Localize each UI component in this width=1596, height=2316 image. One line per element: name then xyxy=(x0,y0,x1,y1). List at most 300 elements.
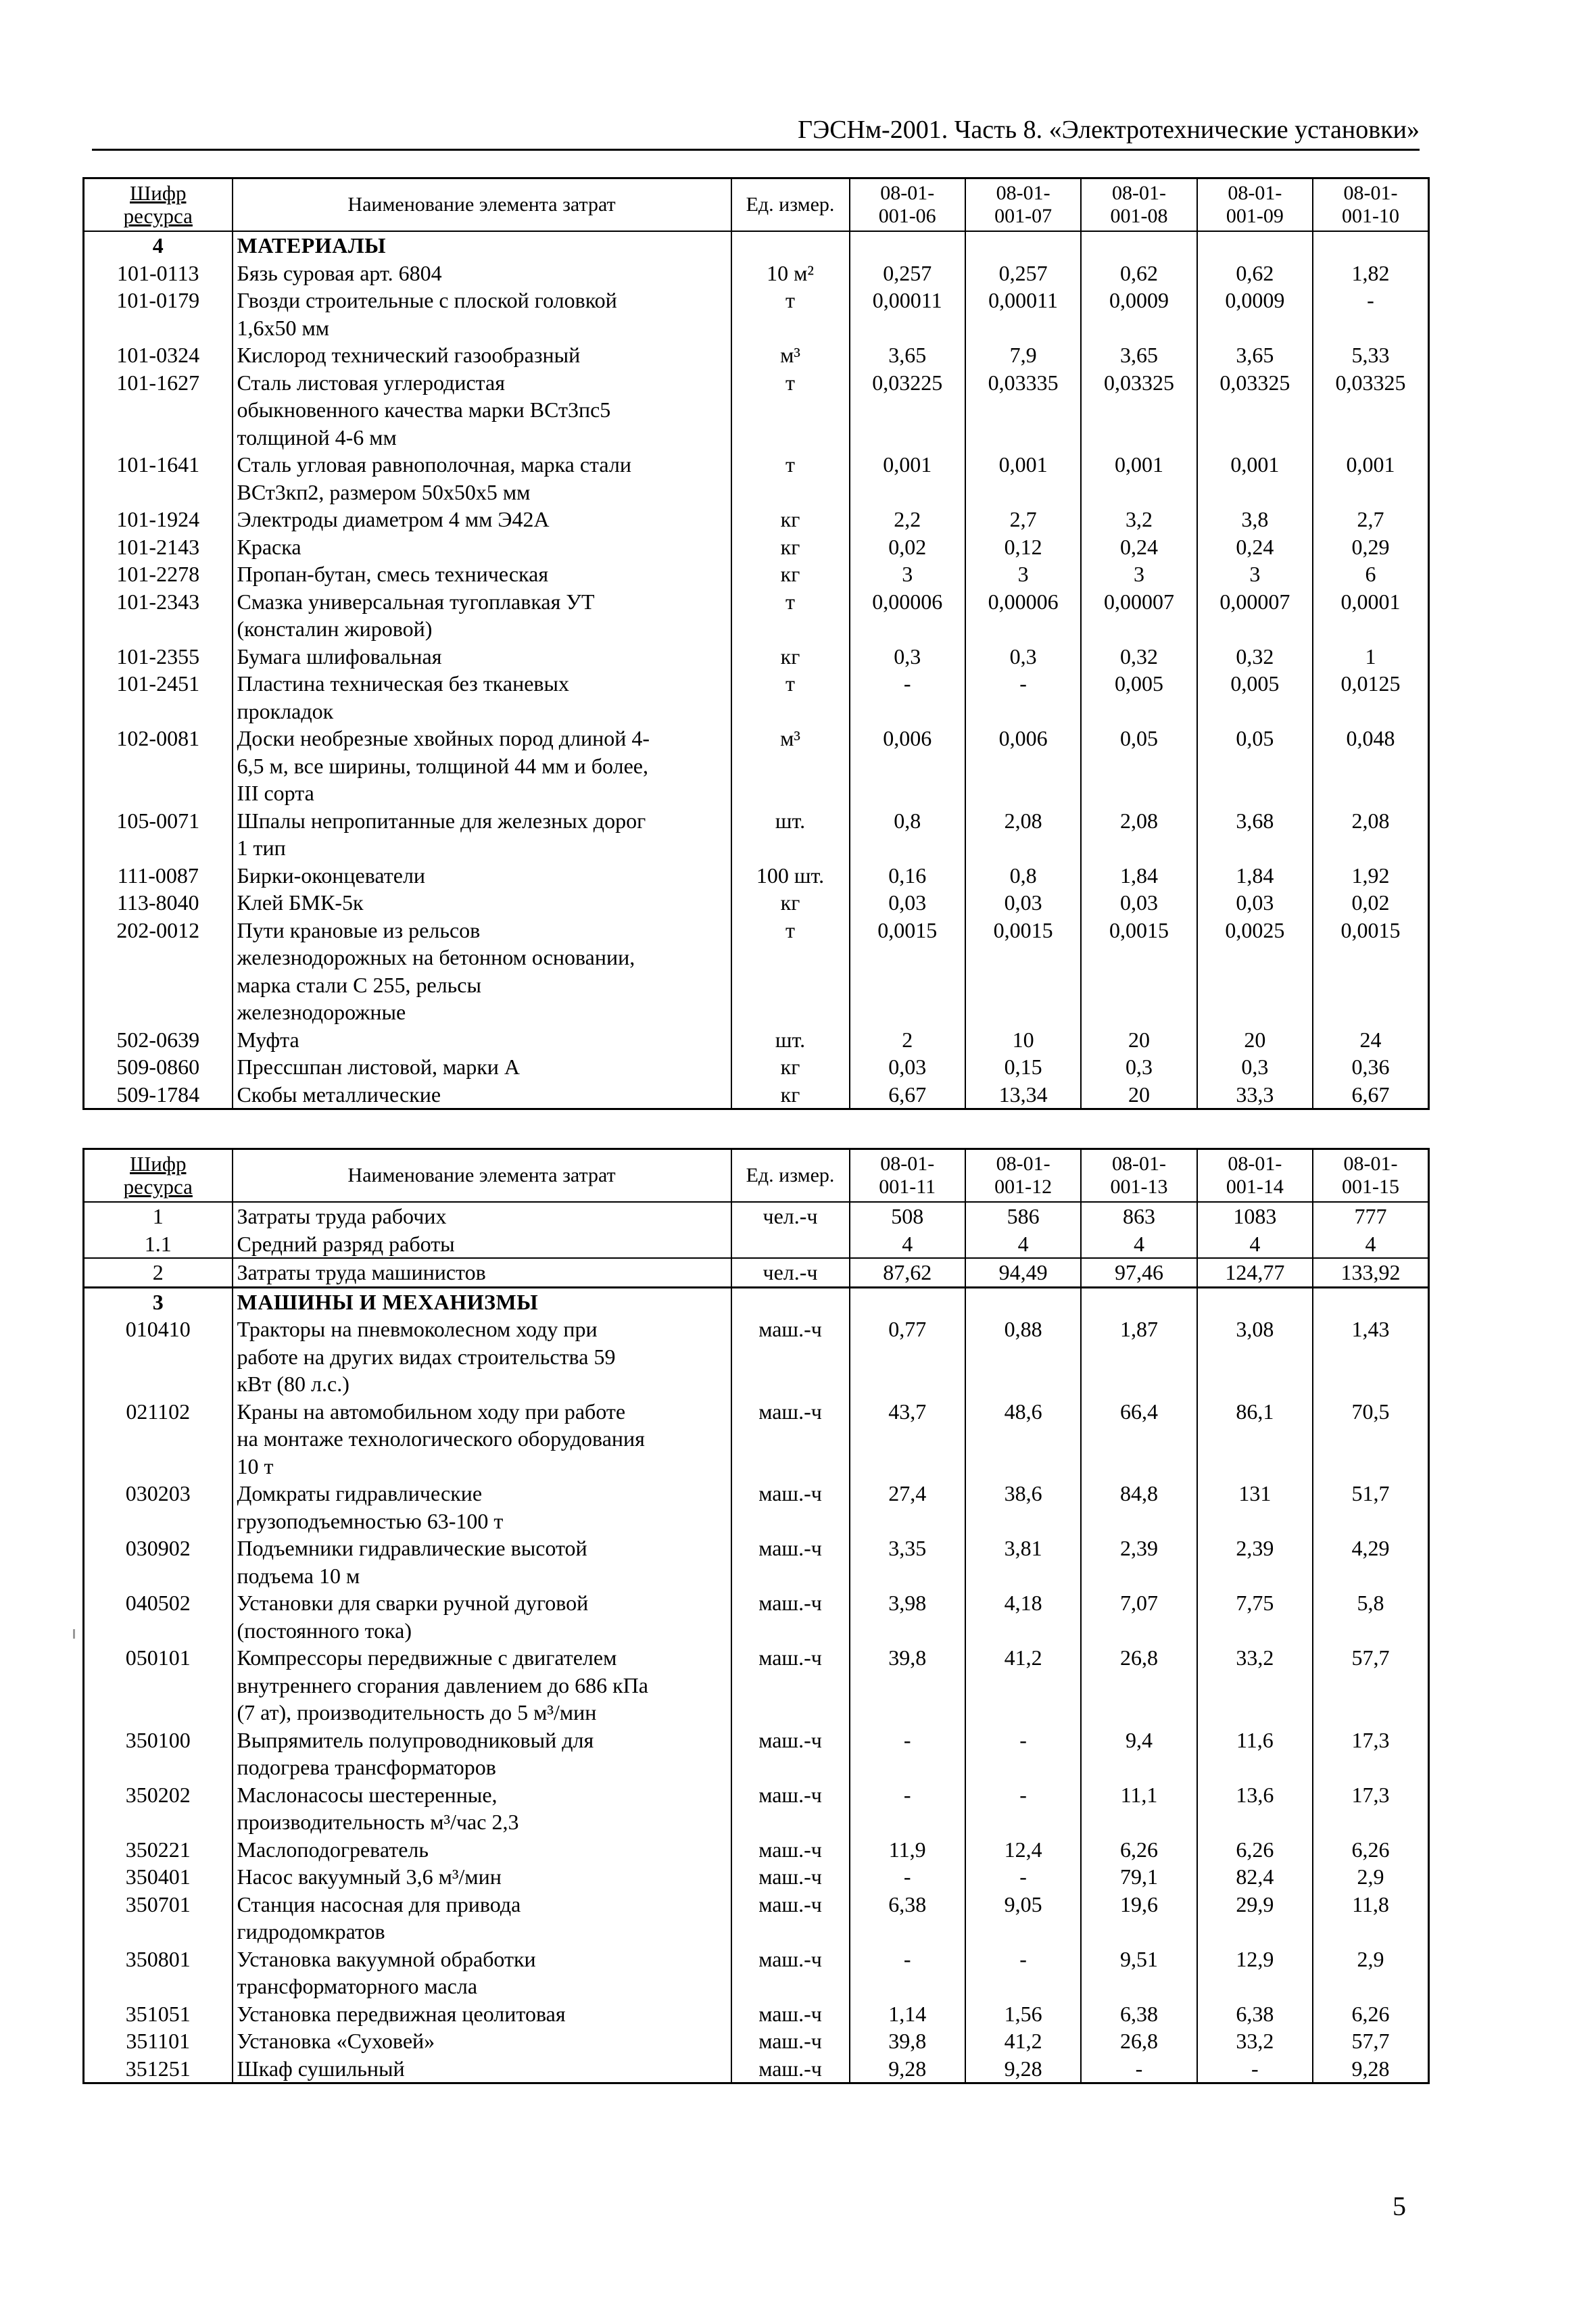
empty-cell xyxy=(731,1287,850,1316)
value-cell: 70,5 xyxy=(1313,1398,1428,1480)
value-cell: - xyxy=(850,1781,965,1836)
resource-code: 1 xyxy=(84,1202,233,1230)
unit-cell: т xyxy=(731,287,850,341)
value-cell: 0,005 xyxy=(1081,670,1196,725)
resource-name-line: Подъемники гидравлические высотой xyxy=(237,1536,587,1560)
unit-cell: м³ xyxy=(731,725,850,807)
resource-code: 105-0071 xyxy=(84,807,233,862)
value-cell: 57,7 xyxy=(1313,2027,1428,2055)
empty-cell xyxy=(731,231,850,260)
resource-code: 350202 xyxy=(84,1781,233,1836)
header-norm-line: 001-08 xyxy=(1110,205,1168,227)
header-norm-line: 001-10 xyxy=(1342,205,1399,227)
value-cell: 1,87 xyxy=(1081,1316,1196,1398)
unit-cell: маш.-ч xyxy=(731,1535,850,1589)
unit-cell: маш.-ч xyxy=(731,1644,850,1727)
value-cell: 79,1 xyxy=(1081,1863,1196,1891)
empty-cell xyxy=(965,231,1081,260)
header-norm-line: 001-11 xyxy=(879,1176,936,1198)
unit-cell: кг xyxy=(731,643,850,671)
value-cell: 3,08 xyxy=(1197,1316,1313,1398)
value-cell: 84,8 xyxy=(1081,1480,1196,1535)
unit-cell: маш.-ч xyxy=(731,1863,850,1891)
value-cell: 0,0015 xyxy=(965,917,1081,1026)
value-cell: 0,257 xyxy=(850,260,965,287)
value-cell: 1,92 xyxy=(1313,862,1428,890)
unit-cell: чел.-ч xyxy=(731,1258,850,1287)
value-cell: 51,7 xyxy=(1313,1480,1428,1535)
value-cell: - xyxy=(850,670,965,725)
resource-name-line: (7 ат), производительность до 5 м³/мин xyxy=(237,1700,597,1724)
unit-cell: т xyxy=(731,917,850,1026)
value-cell: 17,3 xyxy=(1313,1781,1428,1836)
value-cell: 0,03 xyxy=(965,889,1081,917)
resource-name-line: Установка «Суховей» xyxy=(237,2029,435,2053)
resource-name-line: марка стали С 255, рельсы xyxy=(237,972,481,997)
header-norm-line: 001-09 xyxy=(1226,205,1284,227)
empty-cell xyxy=(850,231,965,260)
value-cell: 12,9 xyxy=(1197,1946,1313,2000)
resource-name xyxy=(233,1398,731,1480)
header-norm-code xyxy=(1313,1149,1428,1203)
value-cell: 3,68 xyxy=(1197,807,1313,862)
value-cell: 11,8 xyxy=(1313,1891,1428,1946)
value-cell: 6,26 xyxy=(1313,2000,1428,2028)
resource-code: 101-1627 xyxy=(84,369,233,452)
table-row xyxy=(84,862,1429,890)
table-row xyxy=(84,1727,1429,1781)
value-cell: 0,3 xyxy=(850,643,965,671)
unit-cell: кг xyxy=(731,1053,850,1081)
header-norm-line: 08-01- xyxy=(880,182,935,204)
value-cell: 1,84 xyxy=(1197,862,1313,890)
resource-name-line: толщиной 4-6 мм xyxy=(237,425,397,450)
header-row xyxy=(84,1149,1429,1203)
header-norm-code xyxy=(850,1149,965,1203)
header-name: Наименование элемента затрат xyxy=(233,178,731,232)
table-row xyxy=(84,451,1429,506)
resource-name xyxy=(233,1535,731,1589)
value-cell: 24 xyxy=(1313,1026,1428,1054)
value-cell: 2,7 xyxy=(965,506,1081,533)
value-cell: 86,1 xyxy=(1197,1398,1313,1480)
header-norm-code xyxy=(1313,178,1428,232)
table-row xyxy=(84,1258,1429,1287)
value-cell: 1,84 xyxy=(1081,862,1196,890)
value-cell: 0,05 xyxy=(1081,725,1196,807)
resource-name-line: Доски необрезные хвойных пород длиной 4- xyxy=(237,726,650,750)
unit-cell: маш.-ч xyxy=(731,1836,850,1864)
value-cell: 0,62 xyxy=(1197,260,1313,287)
header-code-line: ресурса xyxy=(123,1175,193,1199)
value-cell: 4,18 xyxy=(965,1589,1081,1644)
resource-name-line: ВСт3кп2, размером 50х50х5 мм xyxy=(237,479,531,504)
header-code xyxy=(84,1149,233,1203)
resource-name-line: кВт (80 л.с.) xyxy=(237,1372,349,1396)
value-cell: 0,00007 xyxy=(1197,588,1313,643)
resource-name-line: Установка вакуумной обработки xyxy=(237,1946,536,1971)
empty-cell xyxy=(1313,231,1428,260)
resource-name-line: подогрева трансформаторов xyxy=(237,1755,496,1779)
resource-name-line: обыкновенного качества марки ВСт3пс5 xyxy=(237,397,611,422)
resource-name-line: Станция насосная для привода xyxy=(237,1891,521,1916)
value-cell: 29,9 xyxy=(1197,1891,1313,1946)
table-row xyxy=(84,2027,1429,2055)
resource-name-line: внутреннего сгорания давлением до 686 кПа xyxy=(237,1672,648,1697)
value-cell: 2,08 xyxy=(965,807,1081,862)
value-cell: 0,0015 xyxy=(850,917,965,1026)
resource-name-line: Прессшпан листовой, марки А xyxy=(237,1055,520,1079)
unit-cell: т xyxy=(731,670,850,725)
value-cell: 133,92 xyxy=(1313,1258,1428,1287)
resource-name xyxy=(233,560,731,588)
machines-table-body xyxy=(84,1202,1429,2083)
value-cell: 0,3 xyxy=(1197,1053,1313,1081)
table-row xyxy=(84,1230,1429,1259)
header-norm-line: 08-01- xyxy=(996,182,1050,204)
resource-name-line: Маслоподогреватель xyxy=(237,1837,429,1862)
value-cell: 3,35 xyxy=(850,1535,965,1589)
unit-cell: маш.-ч xyxy=(731,1398,850,1480)
unit-cell: кг xyxy=(731,533,850,561)
resource-code: 021102 xyxy=(84,1398,233,1480)
value-cell: 4,29 xyxy=(1313,1535,1428,1589)
resource-name-line: Кислород технический газообразный xyxy=(237,343,581,367)
value-cell: 6,67 xyxy=(1313,1081,1428,1109)
value-cell: 4 xyxy=(850,1230,965,1259)
header-norm-line: 08-01- xyxy=(1343,182,1398,204)
value-cell: 7,07 xyxy=(1081,1589,1196,1644)
table-row xyxy=(84,807,1429,862)
header-code-line: Шифр xyxy=(130,181,187,205)
document-header: ГЭСНм-2001. Часть 8. «Электротехнические установки» xyxy=(92,114,1420,151)
table-row xyxy=(84,1480,1429,1535)
value-cell: 0,05 xyxy=(1197,725,1313,807)
resource-name xyxy=(233,917,731,1026)
value-cell: 0,16 xyxy=(850,862,965,890)
value-cell: 26,8 xyxy=(1081,2027,1196,2055)
value-cell: 11,9 xyxy=(850,1836,965,1864)
value-cell: 0,0001 xyxy=(1313,588,1428,643)
unit-cell: кг xyxy=(731,506,850,533)
value-cell: 0,0025 xyxy=(1197,917,1313,1026)
resource-code: 050101 xyxy=(84,1644,233,1727)
value-cell: 3,81 xyxy=(965,1535,1081,1589)
value-cell: 0,0125 xyxy=(1313,670,1428,725)
resource-name xyxy=(233,1863,731,1891)
resource-name-line: Пути крановые из рельсов xyxy=(237,917,481,942)
header-norm-code xyxy=(1197,178,1313,232)
value-cell: 57,7 xyxy=(1313,1644,1428,1727)
value-cell: 9,05 xyxy=(965,1891,1081,1946)
value-cell: 0,29 xyxy=(1313,533,1428,561)
table-row xyxy=(84,1535,1429,1589)
unit-cell: маш.-ч xyxy=(731,1891,850,1946)
unit-cell: шт. xyxy=(731,1026,850,1054)
value-cell: 124,77 xyxy=(1197,1258,1313,1287)
header-norm-line: 08-01- xyxy=(1228,182,1282,204)
value-cell: 1,82 xyxy=(1313,260,1428,287)
resource-code: 351251 xyxy=(84,2055,233,2083)
table-row xyxy=(84,1053,1429,1081)
unit-cell: т xyxy=(731,588,850,643)
header-norm-code xyxy=(1197,1149,1313,1203)
resource-name xyxy=(233,1644,731,1727)
resource-name-line: гидродомкратов xyxy=(237,1919,385,1944)
value-cell: 2,08 xyxy=(1313,807,1428,862)
value-cell: 33,2 xyxy=(1197,1644,1313,1727)
value-cell: 3 xyxy=(965,560,1081,588)
value-cell: - xyxy=(850,1946,965,2000)
empty-cell xyxy=(1197,1287,1313,1316)
table-row xyxy=(84,725,1429,807)
table-row xyxy=(84,1863,1429,1891)
resource-name-line: Насос вакуумный 3,6 м³/мин xyxy=(237,1864,502,1889)
unit-cell: м³ xyxy=(731,341,850,369)
table-row xyxy=(84,560,1429,588)
value-cell: 0,005 xyxy=(1197,670,1313,725)
resource-name xyxy=(233,1891,731,1946)
table-row xyxy=(84,341,1429,369)
resource-code: 509-1784 xyxy=(84,1081,233,1109)
value-cell: 0,00011 xyxy=(850,287,965,341)
header-code xyxy=(84,178,233,232)
resource-name xyxy=(233,287,731,341)
table-row xyxy=(84,1316,1429,1398)
value-cell: 777 xyxy=(1313,1202,1428,1230)
header-norm-line: 08-01- xyxy=(1111,182,1166,204)
table-row xyxy=(84,1026,1429,1054)
table-row xyxy=(84,1644,1429,1727)
value-cell: 1083 xyxy=(1197,1202,1313,1230)
value-cell: 3,8 xyxy=(1197,506,1313,533)
value-cell: - xyxy=(1197,2055,1313,2083)
value-cell: 0,001 xyxy=(965,451,1081,506)
value-cell: 1,43 xyxy=(1313,1316,1428,1398)
resource-name-line: Бязь суровая арт. 6804 xyxy=(237,260,442,285)
table-row xyxy=(84,287,1429,341)
resource-code: 102-0081 xyxy=(84,725,233,807)
header-norm-line: 001-13 xyxy=(1110,1176,1168,1198)
value-cell: - xyxy=(850,1727,965,1781)
unit-cell: т xyxy=(731,451,850,506)
resource-name-line: Сталь листовая углеродистая xyxy=(237,370,505,395)
resource-name xyxy=(233,369,731,452)
header-norm-line: 08-01- xyxy=(880,1153,935,1175)
table-row xyxy=(84,2055,1429,2083)
unit-cell: чел.-ч xyxy=(731,1202,850,1230)
value-cell: 1,56 xyxy=(965,2000,1081,2028)
section-code: 4 xyxy=(84,231,233,260)
table-row xyxy=(84,889,1429,917)
unit-cell: шт. xyxy=(731,807,850,862)
table-row xyxy=(84,1589,1429,1644)
header-name: Наименование элемента затрат xyxy=(233,1149,731,1203)
section-title: МАШИНЫ И МЕХАНИЗМЫ xyxy=(233,1287,731,1316)
resource-name xyxy=(233,1781,731,1836)
resource-code: 101-2343 xyxy=(84,588,233,643)
resource-name xyxy=(233,1081,731,1109)
resource-name-line: Установки для сварки ручной дуговой xyxy=(237,1591,589,1615)
resource-name: Затраты труда машинистов xyxy=(233,1258,731,1287)
unit-cell: 100 шт. xyxy=(731,862,850,890)
value-cell: 6,26 xyxy=(1313,1836,1428,1864)
table-row xyxy=(84,1781,1429,1836)
value-cell: 0,15 xyxy=(965,1053,1081,1081)
value-cell: 0,62 xyxy=(1081,260,1196,287)
empty-cell xyxy=(850,1287,965,1316)
value-cell: 9,4 xyxy=(1081,1727,1196,1781)
value-cell: 2,9 xyxy=(1313,1946,1428,2000)
machines-table xyxy=(82,1148,1430,2084)
value-cell: 17,3 xyxy=(1313,1727,1428,1781)
value-cell: 4 xyxy=(1197,1230,1313,1259)
table-row xyxy=(84,533,1429,561)
header-norm-code xyxy=(850,178,965,232)
resource-name-line: грузоподъемностью 63-100 т xyxy=(237,1508,504,1533)
resource-name xyxy=(233,260,731,287)
value-cell: 2,7 xyxy=(1313,506,1428,533)
value-cell: 0,001 xyxy=(1197,451,1313,506)
value-cell: 26,8 xyxy=(1081,1644,1196,1727)
value-cell: - xyxy=(965,1781,1081,1836)
table-row xyxy=(84,506,1429,533)
resource-code: 040502 xyxy=(84,1589,233,1644)
resource-name-line: Муфта xyxy=(237,1027,299,1052)
value-cell: - xyxy=(1313,287,1428,341)
resource-name-line: Пропан-бутан, смесь техническая xyxy=(237,562,549,586)
resource-name xyxy=(233,1026,731,1054)
resource-code: 030902 xyxy=(84,1535,233,1589)
header-norm-line: 001-15 xyxy=(1342,1176,1399,1198)
unit-cell: маш.-ч xyxy=(731,1480,850,1535)
value-cell: 0,00007 xyxy=(1081,588,1196,643)
value-cell: 0,03 xyxy=(850,889,965,917)
value-cell: 66,4 xyxy=(1081,1398,1196,1480)
value-cell: 0,03325 xyxy=(1081,369,1196,452)
value-cell: 0,006 xyxy=(965,725,1081,807)
table-row xyxy=(84,2000,1429,2028)
resource-name-line: Компрессоры передвижные с двигателем xyxy=(237,1645,617,1670)
unit-cell: маш.-ч xyxy=(731,2055,850,2083)
resource-name-line: III сорта xyxy=(237,781,314,805)
resource-name-line: трансформаторного масла xyxy=(237,1974,478,1998)
resource-name-line: Шкаф сушильный xyxy=(237,2056,405,2081)
value-cell: 6 xyxy=(1313,560,1428,588)
value-cell: 3,65 xyxy=(850,341,965,369)
unit-cell: кг xyxy=(731,1081,850,1109)
value-cell: 9,28 xyxy=(965,2055,1081,2083)
unit-cell: маш.-ч xyxy=(731,1781,850,1836)
resource-name xyxy=(233,643,731,671)
resource-name-line: Клей БМК-5к xyxy=(237,890,364,915)
resource-name-line: Бумага шлифовальная xyxy=(237,644,442,669)
header-norm-line: 08-01- xyxy=(1228,1153,1282,1175)
value-cell: 9,28 xyxy=(850,2055,965,2083)
value-cell: 3 xyxy=(850,560,965,588)
value-cell: 9,51 xyxy=(1081,1946,1196,2000)
resource-code: 351101 xyxy=(84,2027,233,2055)
value-cell: 7,75 xyxy=(1197,1589,1313,1644)
empty-cell xyxy=(1081,1287,1196,1316)
value-cell: 1 xyxy=(1313,643,1428,671)
value-cell: 0,257 xyxy=(965,260,1081,287)
value-cell: 586 xyxy=(965,1202,1081,1230)
value-cell: 11,1 xyxy=(1081,1781,1196,1836)
resource-name xyxy=(233,1589,731,1644)
header-unit: Ед. измер. xyxy=(731,1149,850,1203)
value-cell: 3,98 xyxy=(850,1589,965,1644)
value-cell: 20 xyxy=(1081,1026,1196,1054)
materials-table-body xyxy=(84,231,1429,1109)
resource-name-line: Гвозди строительные с плоской головкой xyxy=(237,288,617,312)
resource-name-line: Маслонасосы шестеренные, xyxy=(237,1782,498,1807)
resource-name xyxy=(233,1053,731,1081)
resource-name xyxy=(233,670,731,725)
value-cell: 41,2 xyxy=(965,1644,1081,1727)
resource-name xyxy=(233,533,731,561)
resource-code: 350801 xyxy=(84,1946,233,2000)
value-cell: 6,38 xyxy=(1081,2000,1196,2028)
resource-name xyxy=(233,889,731,917)
unit-cell: маш.-ч xyxy=(731,2027,850,2055)
value-cell: 863 xyxy=(1081,1202,1196,1230)
resource-name-line: железнодорожных на бетонном основании, xyxy=(237,945,635,969)
value-cell: 0,00006 xyxy=(850,588,965,643)
resource-code: 101-1641 xyxy=(84,451,233,506)
value-cell: 39,8 xyxy=(850,1644,965,1727)
resource-code: 350701 xyxy=(84,1891,233,1946)
resource-name xyxy=(233,1480,731,1535)
materials-table-header xyxy=(84,178,1429,232)
value-cell: 0,0015 xyxy=(1313,917,1428,1026)
resource-name-line: 6,5 м, все ширины, толщиной 44 мм и более, xyxy=(237,753,648,778)
table-row xyxy=(84,643,1429,671)
value-cell: 0,001 xyxy=(850,451,965,506)
value-cell: 97,46 xyxy=(1081,1258,1196,1287)
value-cell: 0,001 xyxy=(1313,451,1428,506)
unit-cell: маш.-ч xyxy=(731,1589,850,1644)
resource-name xyxy=(233,451,731,506)
resource-name-line: Электроды диаметром 4 мм Э42А xyxy=(237,507,550,531)
value-cell: 38,6 xyxy=(965,1480,1081,1535)
unit-cell: 10 м² xyxy=(731,260,850,287)
resource-name-line: Пластина техническая без тканевых xyxy=(237,671,569,696)
resource-name-line: 10 т xyxy=(237,1453,274,1478)
resource-name-line: (постоянного тока) xyxy=(237,1618,412,1643)
unit-cell: маш.-ч xyxy=(731,2000,850,2028)
value-cell: 39,8 xyxy=(850,2027,965,2055)
value-cell: 33,2 xyxy=(1197,2027,1313,2055)
value-cell: - xyxy=(850,1863,965,1891)
header-norm-code xyxy=(1081,1149,1196,1203)
value-cell: 43,7 xyxy=(850,1398,965,1480)
value-cell: 2,39 xyxy=(1081,1535,1196,1589)
value-cell: 94,49 xyxy=(965,1258,1081,1287)
value-cell: 3 xyxy=(1197,560,1313,588)
value-cell: 1,14 xyxy=(850,2000,965,2028)
value-cell: 48,6 xyxy=(965,1398,1081,1480)
value-cell: 0,03 xyxy=(1081,889,1196,917)
table-row xyxy=(84,1398,1429,1480)
value-cell: 20 xyxy=(1197,1026,1313,1054)
resource-name-line: подъема 10 м xyxy=(237,1563,360,1588)
value-cell: 0,03225 xyxy=(850,369,965,452)
resource-code: 202-0012 xyxy=(84,917,233,1026)
resource-code: 101-2355 xyxy=(84,643,233,671)
value-cell: 0,03 xyxy=(850,1053,965,1081)
resource-name xyxy=(233,2027,731,2055)
